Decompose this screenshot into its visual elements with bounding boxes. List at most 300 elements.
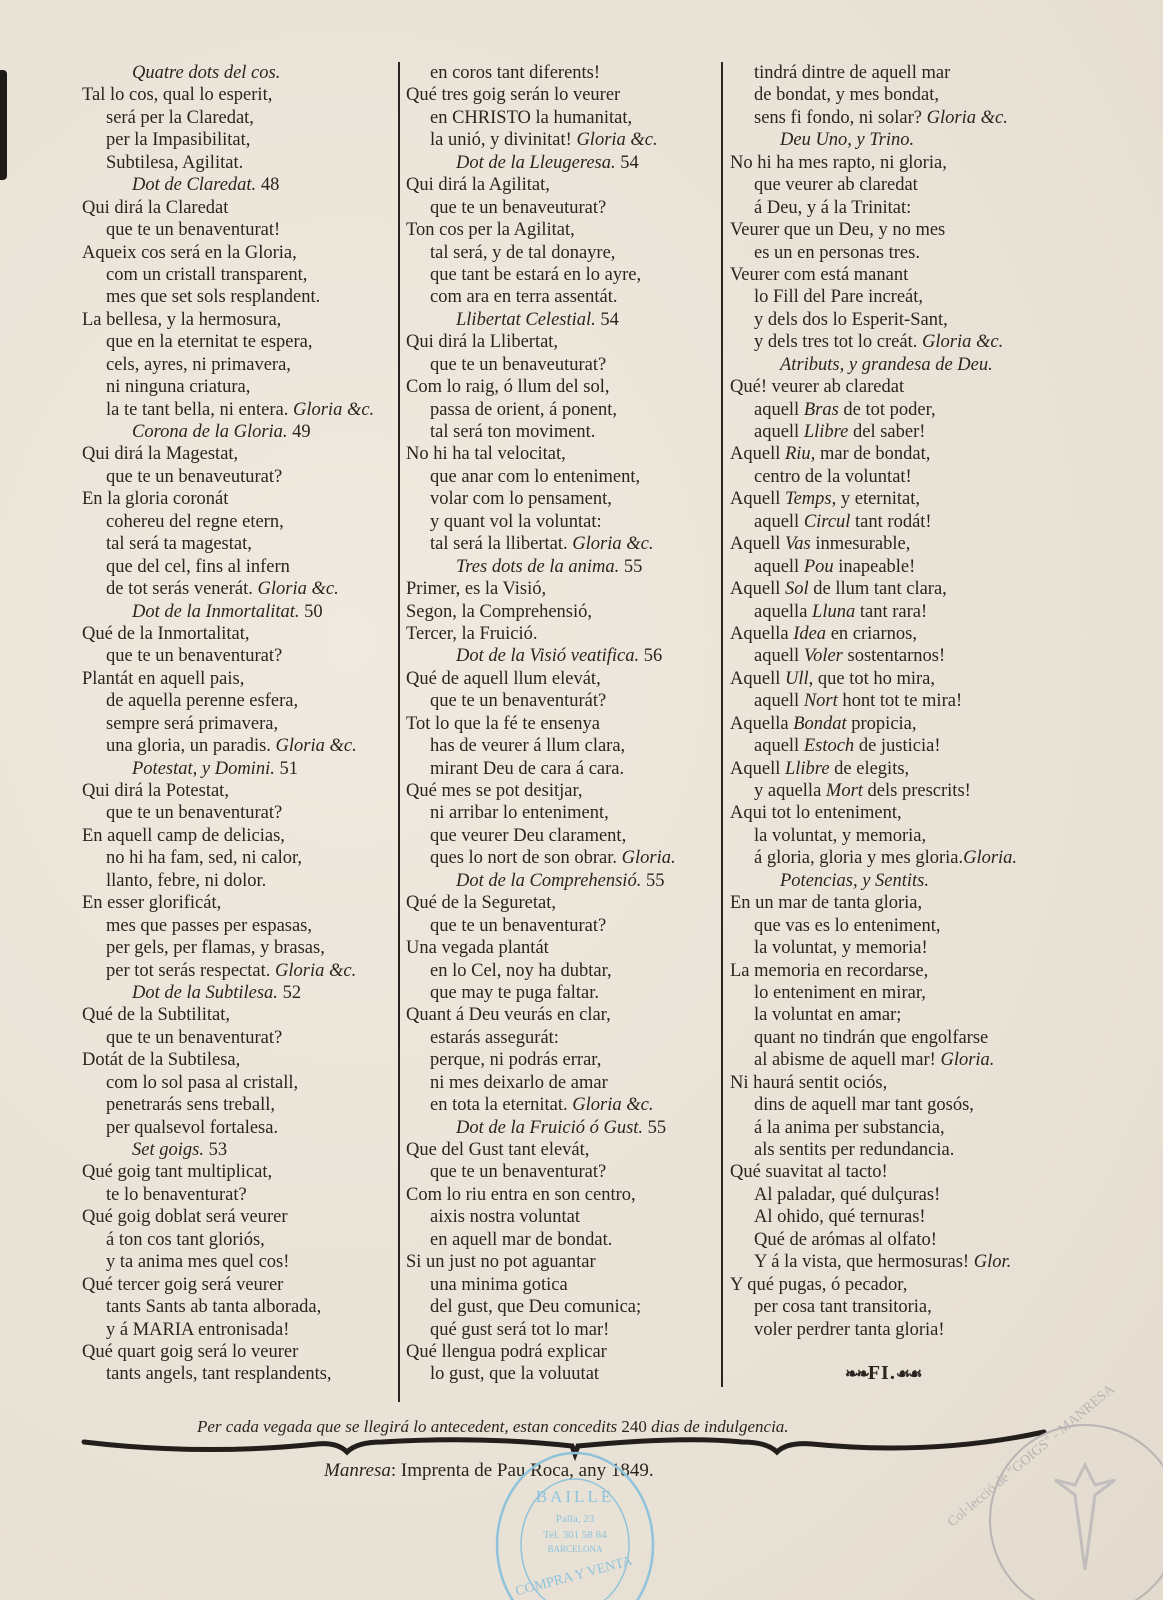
italic-text: Dot de la Comprehensió.	[456, 870, 642, 891]
verse-line	[82, 915, 398, 937]
verse-line	[406, 354, 714, 376]
leaf-ornament-icon: ❧❧	[845, 1366, 868, 1383]
verse-text: 51	[274, 758, 298, 779]
verse-text: tal será la llibertat.	[430, 534, 573, 555]
verse-text: Aquella	[730, 623, 794, 644]
italic-text: Gloria.	[940, 1050, 995, 1071]
section-heading	[82, 1139, 398, 1161]
verse-text: en coros tant diferents!	[430, 63, 601, 83]
verse-text: lo Fill del Pare increát,	[754, 287, 924, 308]
verse-text: que tant be estará en lo ayre,	[430, 264, 642, 285]
verse-line	[730, 197, 1075, 219]
verse-text: estarás assegurát:	[430, 1027, 559, 1048]
verse-text: tindrá dintre de aquell mar	[754, 63, 951, 83]
verse-text: que anar com lo enteniment,	[430, 466, 641, 487]
verse-text: lo gust, que la voluutat	[430, 1364, 600, 1385]
verse-line	[730, 511, 1075, 533]
verse-text: Veurer com está manant	[730, 264, 909, 285]
section-heading	[82, 62, 398, 84]
verse-line	[730, 937, 1075, 959]
verse-line	[730, 107, 1075, 129]
stamp-text: Tel. 301 58 84	[543, 1529, 607, 1541]
verse-text: Si un just no pot aguantar	[406, 1252, 596, 1273]
verse-line	[82, 1229, 398, 1251]
verse-line	[82, 242, 398, 264]
verse-line	[406, 331, 714, 353]
verse-text: Qué goig doblat será veurer	[82, 1207, 288, 1228]
verse-line	[730, 488, 1075, 510]
verse-text: ni arribar lo enteniment,	[430, 803, 609, 824]
italic-text: Temps	[784, 489, 832, 510]
verse-line	[406, 62, 714, 84]
verse-text: cohereu del regne etern,	[106, 511, 284, 532]
verse-text: com un cristall transparent,	[106, 264, 308, 285]
verse-text: 55	[641, 870, 665, 891]
verse-text: Aquella	[730, 713, 794, 734]
verse-line	[730, 892, 1075, 914]
verse-text: Qui dirá la Potestat,	[82, 781, 229, 801]
verse-line	[82, 780, 398, 802]
italic-text: Vas	[784, 534, 811, 555]
verse-line	[730, 152, 1075, 174]
verse-line	[82, 645, 398, 667]
verse-text: Com lo riu entra en son centro,	[406, 1184, 636, 1205]
verse-line	[82, 152, 398, 174]
imprint-city: Manresa	[324, 1460, 391, 1481]
verse-line	[82, 1027, 398, 1049]
verse-text: Al paladar, qué dulçuras!	[754, 1184, 941, 1205]
verse-text: en criarnos,	[826, 623, 917, 644]
verse-line	[82, 623, 398, 645]
verse-text: en lo Cel, noy ha dubtar,	[430, 960, 612, 981]
verse-text: ques lo nort de son obrar.	[430, 848, 622, 869]
italic-text: Ull	[784, 668, 809, 689]
verse-line	[730, 1027, 1075, 1049]
column-divider	[398, 62, 400, 1402]
verse-line	[730, 578, 1075, 600]
verse-text: sempre será primavera,	[106, 713, 279, 734]
verse-text: La memoria en recordarse,	[730, 960, 929, 981]
verse-text: la voluntat, y memoria,	[754, 825, 927, 846]
verse-text: que may te puga faltar.	[430, 982, 600, 1003]
verse-text: de bondat, y mes bondat,	[754, 85, 939, 106]
verse-line	[730, 331, 1075, 353]
italic-text: Llibre	[803, 422, 849, 442]
verse-line	[406, 1229, 714, 1251]
verse-text: Aquell	[730, 444, 785, 465]
verse-line	[82, 1251, 398, 1273]
verse-line	[730, 1117, 1075, 1139]
section-heading	[82, 421, 398, 443]
verse-text: que te un benaventurat!	[106, 220, 281, 241]
verse-line	[82, 960, 398, 982]
section-heading	[82, 982, 398, 1004]
leaf-ornament-icon: ☙☙	[895, 1366, 921, 1383]
verse-text: centro de la voluntat!	[754, 466, 912, 487]
verse-line	[730, 1229, 1075, 1251]
verse-line	[82, 668, 398, 690]
verse-text: la te tant bella, ni entera.	[106, 399, 293, 420]
stamp-text: Palla, 23	[555, 1513, 595, 1525]
italic-text: Mort	[825, 781, 863, 801]
verse-text: á la anima per substancia,	[754, 1117, 945, 1138]
verse-line	[730, 376, 1075, 398]
verse-line	[82, 847, 398, 869]
verse-line	[730, 780, 1075, 802]
italic-text: Gloria.	[621, 848, 676, 869]
verse-line	[82, 197, 398, 219]
verse-text: per qualsevol fortalesa.	[106, 1117, 279, 1138]
verse-text: penetrarás sens treball,	[106, 1095, 275, 1116]
verse-text: la voluntat en amar;	[754, 1005, 902, 1026]
verse-text: tal será, y de tal donayre,	[430, 242, 616, 263]
italic-text: Potencias, y Sentits.	[780, 870, 929, 891]
verse-text: al abisme de aquell mar!	[754, 1050, 941, 1071]
section-heading	[406, 870, 714, 892]
verse-line	[82, 1004, 398, 1026]
italic-text: Gloria &c.	[922, 332, 1004, 353]
verse-line	[406, 780, 714, 802]
verse-line	[82, 735, 398, 757]
seller-stamp	[490, 1450, 660, 1600]
italic-text: Dot de la Lleugeresa.	[456, 152, 616, 173]
italic-text: Circul	[803, 511, 851, 532]
verse-text: Y qué pugas, ó pecador,	[730, 1274, 908, 1295]
verse-line	[406, 174, 714, 196]
verse-text: 53	[203, 1140, 228, 1160]
verse-text: la voluntat, y memoria!	[754, 938, 928, 959]
italic-text: Sol	[784, 579, 809, 600]
italic-text: Gloria &c.	[576, 130, 658, 151]
verse-line	[82, 219, 398, 241]
verse-text: voler perdrer tanta gloria!	[754, 1319, 945, 1340]
verse-text: Qué quart goig será lo veurer	[82, 1341, 299, 1362]
verse-text: , y eternitat,	[831, 489, 920, 510]
verse-line	[82, 1072, 398, 1094]
verse-text: Ton cos per la Agilitat,	[406, 220, 575, 241]
verse-line	[730, 1274, 1075, 1296]
verse-line	[406, 443, 714, 465]
italic-text: Glor.	[973, 1252, 1012, 1273]
verse-line	[82, 556, 398, 578]
verse-text: llanto, febre, ni dolor.	[106, 870, 267, 891]
cross-icon	[1055, 1465, 1115, 1570]
verse-line	[406, 1027, 714, 1049]
verse-text: Qué de la Seguretat,	[406, 893, 556, 914]
verse-line	[82, 488, 398, 510]
verse-line	[406, 1206, 714, 1228]
verse-text: No hi ha mes rapto, ni gloria,	[730, 152, 947, 173]
verse-line	[406, 1072, 714, 1094]
verse-line	[406, 735, 714, 757]
verse-line	[82, 690, 398, 712]
imprint-details: : Imprenta de Pau Roca, any 1849.	[390, 1460, 654, 1481]
verse-text: dins de aquell mar tant gosós,	[754, 1095, 974, 1116]
verse-line	[406, 1139, 714, 1161]
verse-line	[82, 1319, 398, 1341]
verse-text: 49	[287, 422, 311, 442]
verse-text: aquell	[754, 646, 804, 667]
verse-text: que te un benaveuturat?	[430, 354, 607, 375]
verse-text: has de veurer á llum clara,	[430, 736, 626, 757]
verse-line	[730, 847, 1075, 869]
verse-text: Qué tercer goig será veurer	[82, 1274, 284, 1295]
verse-line	[406, 668, 714, 690]
verse-line	[406, 488, 714, 510]
verse-text: Y á la vista, que hermosuras!	[754, 1252, 974, 1273]
italic-text: Llibertat Celestial.	[456, 309, 596, 330]
verse-line	[82, 354, 398, 376]
italic-text: Quatre dots del cos.	[132, 63, 281, 83]
section-heading	[406, 645, 714, 667]
verse-text: 56	[639, 646, 663, 667]
verse-text: Quant á Deu veurás en clar,	[406, 1005, 611, 1026]
verse-line	[406, 1296, 714, 1318]
section-heading	[82, 758, 398, 780]
verse-text: á ton cos tant gloriós,	[106, 1229, 265, 1250]
verse-text: ni mes deixarlo de amar	[430, 1072, 608, 1093]
verse-line	[406, 1319, 714, 1341]
italic-text: Gloria &c.	[572, 1095, 654, 1116]
text-column-1	[82, 62, 398, 1386]
section-heading	[406, 556, 714, 578]
verse-text: Qui dirá la Claredat	[82, 197, 229, 218]
verse-line	[730, 1094, 1075, 1116]
verse-line	[730, 1206, 1075, 1228]
verse-line	[730, 915, 1075, 937]
verse-text: aquell	[754, 691, 804, 712]
verse-text: Aqueix cos será en la Gloria,	[82, 242, 297, 263]
italic-text: Corona de la Gloria.	[132, 422, 288, 442]
verse-line	[406, 601, 714, 623]
italic-text: Estoch	[803, 736, 855, 757]
verse-line	[730, 62, 1075, 84]
verse-text: aquella	[754, 601, 813, 622]
verse-line	[82, 84, 398, 106]
collection-stamp	[944, 1381, 1163, 1600]
verse-text: propicia,	[846, 713, 917, 734]
verse-text: En esser glorificát,	[82, 893, 222, 914]
section-heading	[406, 309, 714, 331]
verse-text: que te un benaventurat?	[106, 803, 283, 824]
verse-text: sens fi fondo, ni solar?	[754, 107, 927, 128]
verse-text: 54	[615, 152, 639, 173]
verse-text: que veurer ab claredat	[754, 175, 918, 196]
verse-line	[730, 1072, 1075, 1094]
italic-text: Gloria &c.	[257, 579, 339, 600]
verse-text: Veurer que un Deu, y no mes	[730, 220, 946, 241]
verse-text: de tot poder,	[838, 399, 936, 420]
verse-line	[82, 533, 398, 555]
verse-text: tant rara!	[855, 601, 928, 622]
verse-text: No hi ha tal velocitat,	[406, 444, 566, 465]
verse-text: En un mar de tanta gloria,	[730, 893, 923, 914]
verse-text: tants Sants ab tanta alborada,	[106, 1297, 322, 1318]
verse-line	[730, 735, 1075, 757]
verse-line	[730, 1004, 1075, 1026]
verse-text: En aquell camp de delicias,	[82, 825, 285, 846]
verse-line	[82, 1206, 398, 1228]
verse-line	[730, 601, 1075, 623]
italic-text: Gloria.	[963, 848, 1018, 869]
verse-line	[82, 376, 398, 398]
verse-text: aquell	[754, 736, 804, 757]
verse-text: Qué de la Inmortalitat,	[82, 623, 250, 644]
verse-line	[406, 960, 714, 982]
verse-text: es un en personas tres.	[754, 242, 920, 263]
binding-edge-mark	[0, 70, 7, 180]
verse-text: En la gloria coronát	[82, 489, 229, 510]
verse-line	[406, 758, 714, 780]
verse-line	[82, 1363, 398, 1385]
verse-line	[406, 1049, 714, 1071]
verse-text: per gels, per flamas, y brasas,	[106, 938, 325, 959]
section-heading	[730, 354, 1075, 376]
verse-line	[406, 1341, 714, 1363]
verse-line	[406, 982, 714, 1004]
verse-text: Com lo raig, ó llum del sol,	[406, 377, 610, 398]
verse-line	[406, 533, 714, 555]
section-heading	[406, 152, 714, 174]
verse-line	[730, 309, 1075, 331]
italic-text: Dot de la Subtilesa.	[132, 982, 278, 1003]
verse-text: perque, ni podrás errar,	[430, 1050, 602, 1071]
verse-line	[406, 847, 714, 869]
verse-line	[730, 668, 1075, 690]
verse-text: en CHRISTO la humanitat,	[430, 107, 633, 128]
verse-line	[82, 1274, 398, 1296]
verse-text: Una vegada plantát	[406, 938, 549, 959]
verse-text: que te un benaveuturat?	[430, 197, 607, 218]
italic-text: Gloria &c.	[572, 534, 654, 555]
stamp-text: BARCELONA	[547, 1544, 603, 1554]
verse-line	[406, 511, 714, 533]
verse-line	[406, 1363, 714, 1385]
italic-text: Lluna	[812, 601, 856, 622]
verse-line	[730, 982, 1075, 1004]
verse-line	[406, 1094, 714, 1116]
verse-line	[730, 1251, 1075, 1273]
end-mark	[845, 1362, 921, 1385]
verse-text: y dels dos lo Esperit-Sant,	[754, 309, 948, 330]
verse-text: Tal lo cos, qual lo esperit,	[82, 85, 273, 106]
verse-text: 55	[619, 556, 643, 577]
verse-line	[406, 286, 714, 308]
italic-text: Bondat	[793, 713, 847, 734]
verse-text: inapeable!	[833, 556, 916, 577]
verse-text: Segon, la Comprehensió,	[406, 601, 593, 622]
verse-line	[730, 242, 1075, 264]
indulgence-text: Per cada vegada que se llegirá lo antecedent, estan concedits	[197, 1417, 622, 1436]
verse-line	[730, 443, 1075, 465]
italic-text: Gloria &c.	[275, 960, 357, 981]
verse-text: 52	[277, 982, 302, 1003]
verse-text: Tot lo que la fé te ensenya	[406, 713, 600, 734]
verse-line	[406, 466, 714, 488]
verse-text: en tota la eternitat.	[430, 1095, 573, 1116]
verse-line	[406, 892, 714, 914]
verse-text: Qué de aquell llum elevát,	[406, 668, 601, 689]
verse-line	[730, 466, 1075, 488]
verse-text: que vas es lo enteniment,	[754, 915, 941, 936]
verse-line	[406, 1251, 714, 1273]
verse-line	[730, 960, 1075, 982]
verse-text: tal será ta magestat,	[106, 534, 252, 555]
verse-line	[82, 264, 398, 286]
text-column-2	[406, 62, 714, 1386]
verse-line	[406, 623, 714, 645]
verse-line	[730, 758, 1075, 780]
verse-line	[406, 84, 714, 106]
verse-text: de tot serás venerát.	[106, 579, 258, 600]
verse-text: Qué llengua podrá explicar	[406, 1341, 607, 1362]
verse-text: hont tot te mira!	[837, 691, 963, 712]
italic-text: Llibre	[784, 758, 830, 779]
verse-line	[82, 1184, 398, 1206]
italic-text: Bras	[803, 399, 839, 420]
italic-text: Dot de la Visió veatifica.	[456, 646, 640, 667]
verse-line	[406, 376, 714, 398]
verse-text: 50	[299, 601, 323, 622]
verse-text: y quant vol la voluntat:	[430, 511, 602, 532]
verse-text: Dotát de la Subtilesa,	[82, 1050, 241, 1071]
verse-line	[82, 399, 398, 421]
verse-line	[406, 802, 714, 824]
verse-line	[406, 1274, 714, 1296]
indulgence-text: dias de indulgencia.	[646, 1417, 789, 1436]
verse-line	[82, 1049, 398, 1071]
verse-text: á gloria, gloria y mes gloria.	[754, 848, 964, 869]
verse-text: Qué de arómas al olfato!	[754, 1229, 937, 1250]
verse-line	[730, 645, 1075, 667]
verse-text: Qué! veurer ab claredat	[730, 377, 905, 398]
verse-line	[406, 578, 714, 600]
verse-line	[730, 399, 1075, 421]
verse-text: Qué mes se pot desitjar,	[406, 781, 583, 801]
verse-text: y ta anima mes quel cos!	[106, 1252, 290, 1273]
verse-text: una gloria, un paradis.	[106, 736, 276, 757]
verse-line	[406, 937, 714, 959]
stamp-text: BAILLE	[535, 1487, 615, 1506]
section-heading	[730, 870, 1075, 892]
verse-text: tant rodát!	[850, 511, 932, 532]
verse-text: Primer, es la Visió,	[406, 579, 547, 600]
verse-line	[82, 309, 398, 331]
verse-text: 55	[643, 1117, 667, 1138]
verse-text: Aquell	[730, 758, 785, 779]
verse-text: mes que set sols resplandent.	[106, 287, 321, 308]
section-heading	[730, 129, 1075, 151]
verse-line	[406, 399, 714, 421]
verse-line	[82, 129, 398, 151]
verse-line	[730, 556, 1075, 578]
verse-text: que te un benaventurat?	[430, 1162, 607, 1183]
verse-line	[82, 1094, 398, 1116]
verse-text: lo enteniment en mirar,	[754, 982, 926, 1003]
verse-line	[82, 1296, 398, 1318]
verse-text: 48	[256, 175, 280, 196]
section-heading	[82, 601, 398, 623]
verse-text: , que tot ho mira,	[808, 668, 936, 689]
verse-text: que te un benaveuturat?	[106, 466, 283, 487]
verse-text: de llum tant clara,	[808, 579, 947, 600]
italic-text: Gloria &c.	[275, 736, 357, 757]
indulgence-days: 240	[621, 1417, 647, 1436]
verse-text: Qué tres goig serán lo veurer	[406, 85, 621, 106]
verse-text: Aquell	[730, 579, 785, 600]
verse-line	[730, 690, 1075, 712]
verse-text: del gust, que Deu comunica;	[430, 1297, 642, 1318]
